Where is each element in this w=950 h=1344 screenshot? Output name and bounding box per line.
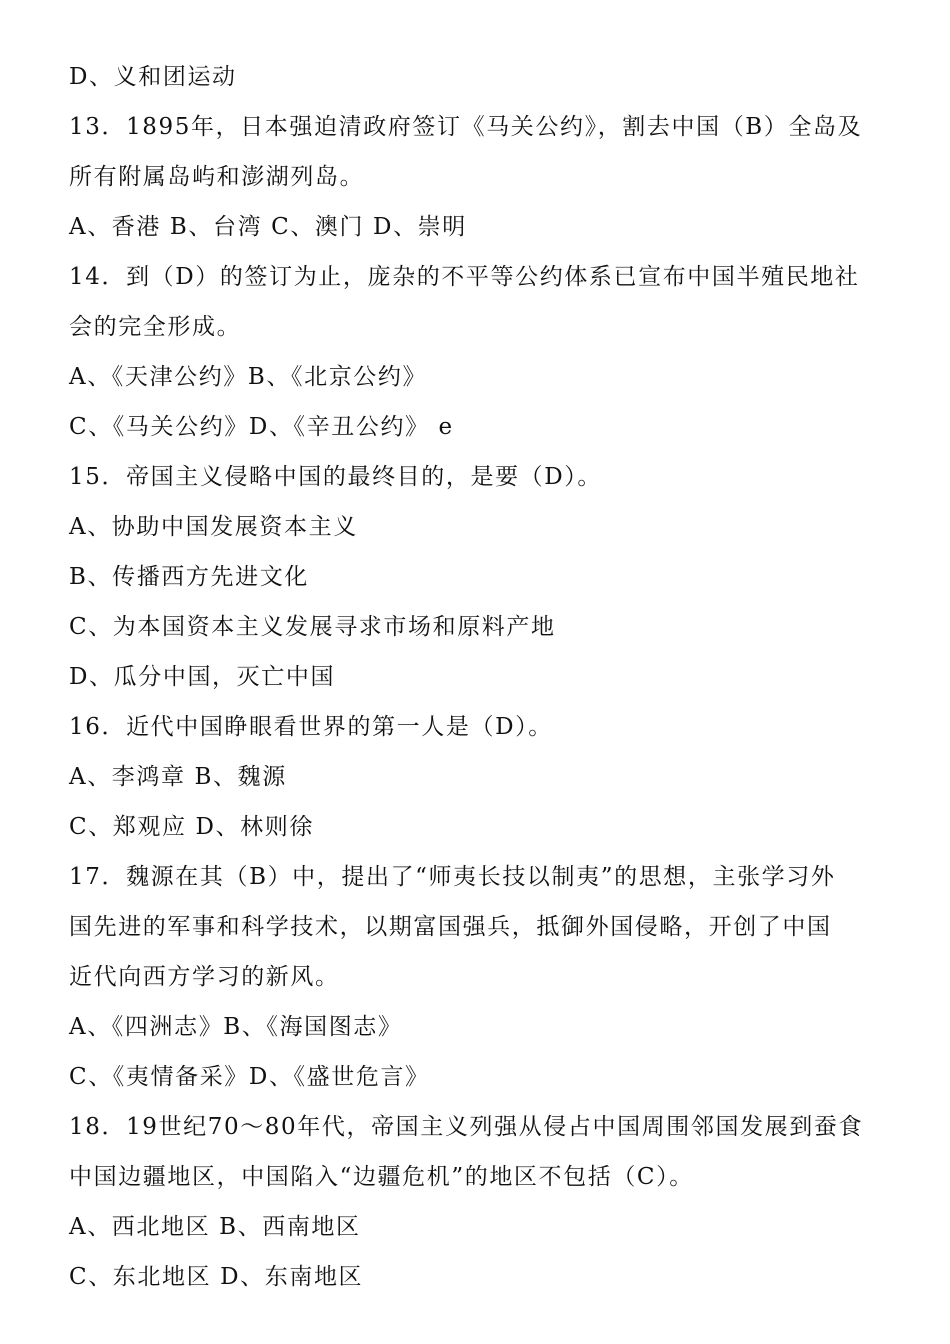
question-14-line-2: 会的完全形成。 [69,314,242,340]
question-17-line-2: 国先进的军事和科学技术，以期富国强兵，抵御外国侵略，开创了中国 [69,914,832,940]
question-16: 16．近代中国睁眼看世界的第一人是（D）。 [69,714,553,740]
options-q17-ab: A、《四洲志》B、《海国图志》 [69,1014,403,1040]
question-18-line-2: 中国边疆地区，中国陷入“边疆危机”的地区不包括（C）。 [69,1164,694,1190]
options-q18-ab: A、西北地区 B、西南地区 [69,1214,361,1240]
question-14-line-1: 14．到（D）的签订为止，庞杂的不平等公约体系已宣布中国半殖民地社 [69,264,860,290]
options-q16-cd: C、郑观应 D、林则徐 [69,814,314,840]
question-15: 15．帝国主义侵略中国的最终目的，是要（D）。 [69,464,603,490]
option-c-q15: C、为本国资本主义发展寻求市场和原料产地 [69,614,556,640]
options-q14-ab: A、《天津公约》B、《北京公约》 [69,364,428,390]
options-q16-ab: A、李鸿章 B、魏源 [69,764,287,790]
question-18-line-1: 18．19世纪70～80年代，帝国主义列强从侵占中国周围邻国发展到蚕食 [69,1114,864,1140]
options-q14-cd: C、《马关公约》D、《辛丑公约》 e [69,414,454,440]
question-13-line-2: 所有附属岛屿和澎湖列岛。 [69,164,365,190]
options-q13: A、香港 B、台湾 C、澳门 D、崇明 [69,214,467,240]
option-b-q15: B、传播西方先进文化 [69,564,309,590]
document-page [69,52,884,1302]
option-d-q15: D、瓜分中国，灭亡中国 [69,664,336,690]
options-q17-cd: C、《夷情备采》D、《盛世危言》 [69,1064,430,1090]
option-a-q15: A、协助中国发展资本主义 [69,514,358,540]
question-13-line-1: 13．1895年，日本强迫清政府签订《马关公约》，割去中国（B）全岛及 [69,114,863,140]
options-q18-cd: C、东北地区 D、东南地区 [69,1264,364,1290]
question-17-line-3: 近代向西方学习的新风。 [69,964,340,990]
question-17-line-1: 17．魏源在其（B）中，提出了“师夷长技以制夷”的思想，主张学习外 [69,864,836,890]
option-d-q12: D、义和团运动 [69,64,237,90]
